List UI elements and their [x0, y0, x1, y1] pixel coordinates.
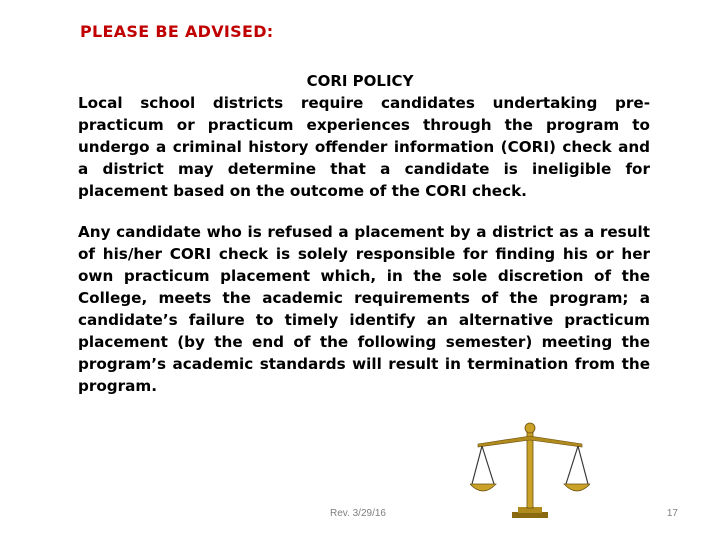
- revision-date: Rev. 3/29/16: [330, 508, 386, 519]
- policy-paragraph-2: Any candidate who is refused a placement by a district as a result of his/her CORI check is solely responsible for finding his or her own practicum placement which, in the sole discretion of the College, meets the academic requirements of the program; a candidate’s failure to timely identify an alternative practicum placement (by the end of the following semester) meeting the program’s academic standards will result in termination from the program.: [78, 223, 650, 395]
- policy-title: CORI POLICY: [306, 72, 414, 90]
- policy-paragraph-1: Local school districts require candidates undertaking pre-practicum or practicum experiences through the program to undergo a criminal history offender information (CORI) check and a district may determine that a candidate is ineligible for placement based on the outcome of the CORI check.: [78, 94, 650, 200]
- scales-of-justice-icon: [470, 418, 590, 522]
- advisory-heading: PLEASE BE ADVISED:: [80, 22, 274, 41]
- page-number: 17: [666, 508, 678, 519]
